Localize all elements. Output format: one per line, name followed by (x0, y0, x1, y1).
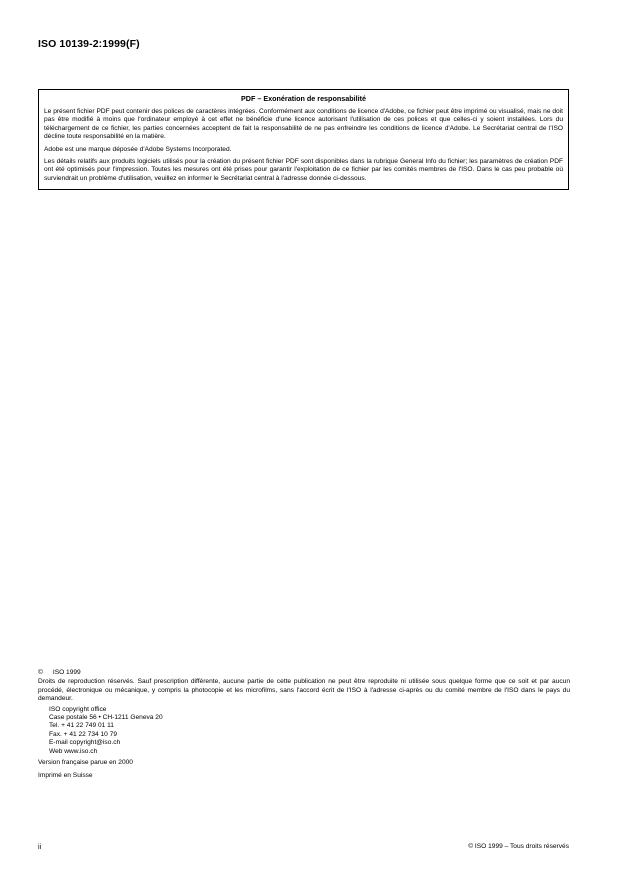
address-line: Case postale 56 • CH-1211 Geneva 20 (49, 714, 163, 722)
disclaimer-paragraph: Les détails relatifs aux produits logiciels utilisés pour la création du présent fichier PDF sont disponibles dans la rubrique General Info du fichier; les paramètres de création PDF ont été optimisés pour l'impression. Toutes les mesures ont été prises pour garantir l'exploitation de ce fichier par les comités membres de l'ISO. Dans le cas peu probable où surviendrait un problème d'utilisation, veuillez en informer le Secrétariat central à l'adresse donnée ci-dessous. (44, 158, 563, 182)
disclaimer-title: PDF – Exonération de responsabilité (240, 94, 366, 103)
address-line: ISO copyright office (49, 705, 107, 713)
pdf-disclaimer-box (38, 89, 569, 190)
copyright-notice: Droits de reproduction réservés. Sauf prescription différente, aucune partie de cette publication ne peut être reproduite ni utilisée sous quelque forme que ce soit et par aucun procédé, électronique ou mécanique, y compris la photocopie et les microfilms, sans l'accord écrit de l'ISO à l'adresse ci-après ou du comité membre de l'ISO dans le pays du demandeur. (38, 678, 570, 703)
copyright-owner-year: ISO 1999 (52, 669, 81, 676)
copyright-office-address (49, 706, 570, 756)
address-line: E-mail copyright@iso.ch (49, 739, 121, 747)
footer-rights: © ISO 1999 – Tous droits réservés (468, 843, 569, 850)
copyright-section (38, 669, 570, 781)
printed-note: Imprimé en Suisse (38, 772, 93, 780)
disclaimer-paragraph: Le présent fichier PDF peut contenir des polices de caractères intégrées. Conformément aux conditions de licence d'Adobe, ce fichier peut être imprimé ou visualisé, mais ne doit pas être modifié à moins que l'ordinateur employé à cet effet ne bénéficie d'une licence autorisant l'utilisation de ces polices et que celles-ci y soient installées. Lors du téléchargement de ce fichier, les parties concernées acceptent de fait la responsabilité de ne pas enfreindre les conditions de licence d'Adobe. Le Secrétariat central de l'ISO décline toute responsabilité en la matière. (44, 108, 563, 141)
address-line: Fax. + 41 22 734 10 79 (49, 730, 118, 738)
address-line: Tel. + 41 22 749 01 11 (49, 722, 114, 730)
page-number: ii (38, 842, 42, 851)
copyright-line (38, 669, 570, 677)
copyright-symbol: © (38, 669, 43, 676)
address-line: Web www.iso.ch (49, 747, 98, 755)
document-identifier: ISO 10139-2:1999(F) (38, 38, 140, 50)
version-note: Version française parue en 2000 (38, 759, 133, 767)
disclaimer-paragraph: Adobe est une marque déposée d'Adobe Systems Incorporated. (44, 145, 232, 153)
